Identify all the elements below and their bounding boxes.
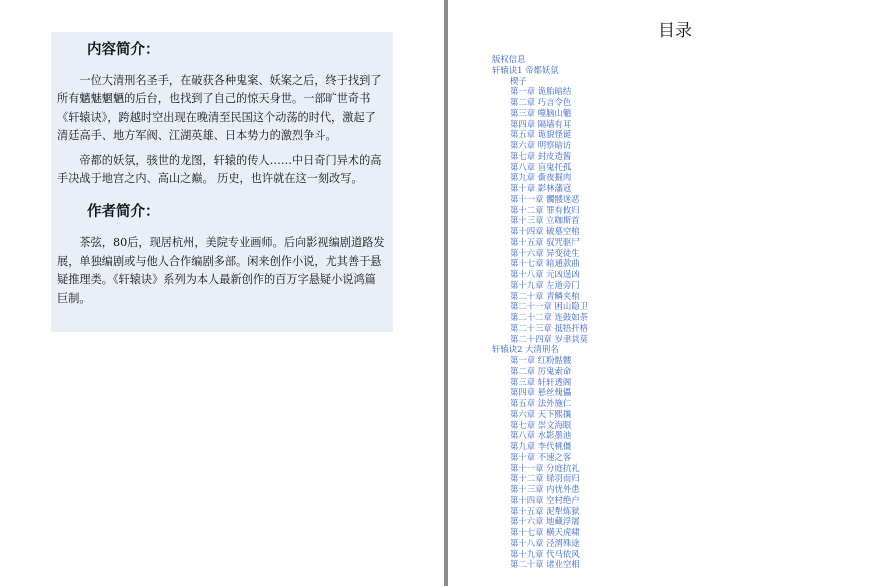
content-intro-paragraph-1: 一位大清刑名圣手，在破获各种鬼案、妖案之后，终于找到了所有魑魅魍魉的后台，也找到了自己的惊天身世。一部旷世奇书《轩辕诀》，跨越时空出现在晚清至民国这个动荡的时代，激起了清廷高手、地方军阀、江湖英雄、日本势力的激烈争斗。 xyxy=(57,74,382,143)
toc-entry[interactable]: 第十章 影林藩寇 xyxy=(510,183,572,193)
toc-entry[interactable]: 楔子 xyxy=(510,75,527,86)
toc-entry[interactable]: 第十二章 罪有攸归 xyxy=(510,204,580,215)
toc-list xyxy=(492,54,588,570)
toc-entry[interactable]: 第二十三章 抵牾扞格 xyxy=(510,322,589,333)
toc-entry[interactable]: 第十一章 分庭抗礼 xyxy=(510,462,580,473)
toc-entry[interactable]: 第十一章 髑髅迷恶 xyxy=(510,193,580,204)
toc-entry[interactable]: 第七章 崇文海眼 xyxy=(510,419,572,430)
toc-entry[interactable]: 第六章 天下熙攘 xyxy=(510,408,572,419)
toc-entry[interactable]: 第二十一章 困山隐卫 xyxy=(510,301,589,312)
toc-entry[interactable]: 第十九章 左道旁门 xyxy=(510,279,580,290)
toc-entry[interactable]: 第十二章 铩羽而归 xyxy=(510,473,580,484)
toc-title: 目录 xyxy=(658,21,692,41)
toc-entry[interactable]: 轩辕诀1 帝都妖氛 xyxy=(492,64,559,75)
toc-entry[interactable]: 第十五章 驭咒驱尸 xyxy=(510,236,580,247)
toc-entry[interactable]: 第十九章 代马依风 xyxy=(510,548,580,559)
toc-entry[interactable]: 第十三章 内忧外患 xyxy=(510,484,580,494)
toc-entry[interactable]: 第六章 明察暗访 xyxy=(510,140,572,150)
toc-entry[interactable]: 第四章 悬丝傀儡 xyxy=(510,387,572,398)
toc-entry[interactable]: 轩辕诀2 大清刑名 xyxy=(492,344,559,355)
toc-entry[interactable]: 第十六章 地藏浮屠 xyxy=(510,516,580,527)
toc-entry[interactable]: 第八章 水影墨池 xyxy=(510,430,572,441)
toc-entry[interactable]: 第一章 红粉骷髅 xyxy=(510,355,572,365)
toc-entry[interactable]: 第十章 不速之客 xyxy=(510,451,572,462)
toc-entry[interactable]: 第十四章 空村绝户 xyxy=(510,494,580,505)
toc-entry[interactable]: 第十六章 异变徒生 xyxy=(510,247,580,258)
toc-entry[interactable]: 第一章 诡胎暗结 xyxy=(510,86,572,97)
toc-entry[interactable]: 版权信息 xyxy=(492,54,526,64)
author-intro-title: 作者简介： xyxy=(87,203,160,221)
toc-entry[interactable]: 第五章 法外施仁 xyxy=(510,398,572,408)
author-intro-paragraph: 茶弦，80后，现居杭州，美院专业画师。后向影视编剧道路发展，单独编剧或与他人合作编剧多部。闲来创作小说，尤其善于悬疑推理类。《轩辕诀》系列为本人最新创作的百万字悬疑小说鸿篇巨制。 xyxy=(57,236,385,305)
toc-entry[interactable]: 第十三章 立咖斯首 xyxy=(510,215,580,226)
toc-entry[interactable]: 第二章 厉鬼索命 xyxy=(510,365,572,376)
toc-entry[interactable]: 第三章 噬脑山魈 xyxy=(510,107,572,118)
toc-entry[interactable]: 第十五章 泥犁炼狱 xyxy=(510,505,580,516)
toc-entry[interactable]: 第十七章 暗通款曲 xyxy=(510,258,580,269)
toc-entry[interactable]: 第九章 夤夜掘肉 xyxy=(510,172,572,183)
toc-entry[interactable]: 第四章 隔墙有耳 xyxy=(510,118,572,129)
toc-entry[interactable]: 第二十四章 岁聿其莫 xyxy=(510,333,589,344)
toc-entry[interactable]: 第九章 李代桃僵 xyxy=(510,441,572,451)
toc-entry[interactable]: 第二章 巧言令色 xyxy=(510,97,572,107)
intro-box xyxy=(51,32,393,332)
toc-entry[interactable]: 第二十章 青鳞夹棺 xyxy=(510,290,580,301)
left-page xyxy=(0,0,444,586)
content-intro-paragraph-2: 帝都的妖氛，骇世的龙图，轩辕的传人……中日奇门异术的高手决战于地宫之内、高山之巅。 历史，也许就在这一刻改写。 xyxy=(57,153,382,186)
toc-entry[interactable]: 第二十二章 连鼓如荼 xyxy=(510,312,589,322)
right-page xyxy=(448,0,892,586)
toc-entry[interactable]: 第五章 诡貌怪诞 xyxy=(510,129,572,140)
toc-entry[interactable]: 第十八章 泾渭殊途 xyxy=(510,537,580,548)
toc-entry[interactable]: 第十八章 元凶逞凶 xyxy=(510,269,580,279)
toc-entry[interactable]: 第二十章 诸业空相 xyxy=(510,559,580,570)
content-intro-title: 内容简介： xyxy=(87,41,160,58)
toc-entry[interactable]: 第八章 盲鬼托孤 xyxy=(510,161,572,172)
toc-entry[interactable]: 第十四章 破墓空棺 xyxy=(510,226,580,236)
toc-entry[interactable]: 第三章 轩轩透阁 xyxy=(510,376,572,387)
toc-entry[interactable]: 第十七章 横天虎啸 xyxy=(510,527,580,537)
toc-entry[interactable]: 第七章 封皮造酱 xyxy=(510,150,572,161)
